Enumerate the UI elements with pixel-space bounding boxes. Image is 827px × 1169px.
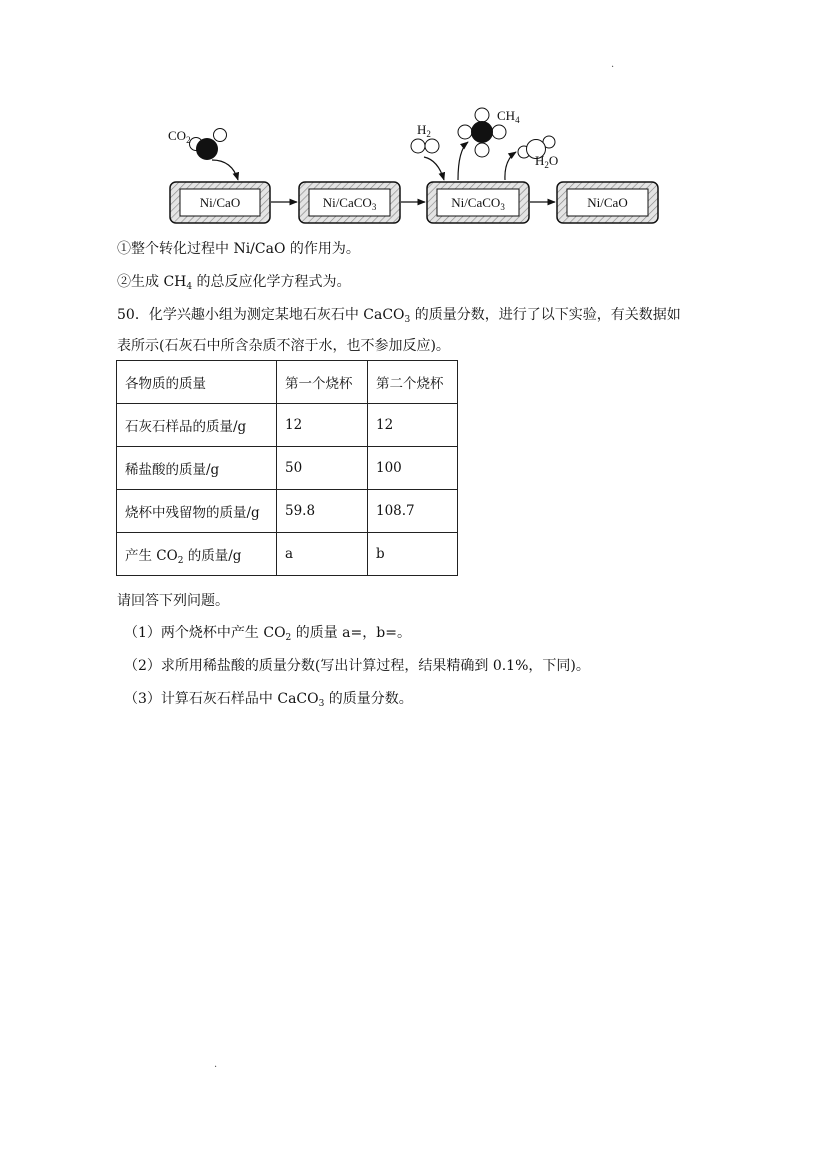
table-cell: b — [368, 533, 458, 576]
question-part-2: （2）求所用稀盐酸的质量分数(写出计算过程，结果精确到 0.1%，下同)。 — [124, 658, 590, 674]
question-50-line2: 表所示(石灰石中所含杂质不溶于水，也不参加反应)。 — [117, 338, 450, 354]
h2o-label: $H_2O$ — [535, 153, 559, 170]
table-header-cell: 第二个烧杯 — [368, 361, 458, 404]
question-part-1: （1）两个烧杯中产生 $CO_2$ 的质量 a=，b=。 — [124, 625, 411, 643]
co2-molecule-icon — [190, 129, 227, 161]
arrow-h2o-out — [505, 152, 516, 180]
box-label-2: Ni/CaCO$_3$ — [322, 195, 377, 212]
table-row — [117, 447, 458, 490]
reaction-diagram — [0, 0, 827, 235]
table-row — [117, 533, 458, 576]
table-header-cell: 各物质的质量 — [117, 361, 277, 404]
question-part-3: （3）计算石灰石样品中 CaCO$_3$ 的质量分数。 — [124, 691, 413, 709]
page-mark-top: · — [611, 62, 615, 73]
box-label-4: Ni/CaO — [587, 195, 628, 210]
table-cell: a — [277, 533, 368, 576]
box-label-1: Ni/CaO — [199, 195, 241, 210]
question-2-circled: ②生成 $CH_4$ 的总反应化学方程式为。 — [117, 274, 351, 292]
h2-molecule-icon — [411, 139, 439, 153]
table-cell-label: 产生 $CO_2$ 的质量/g — [117, 533, 277, 576]
arrow-h2-in — [424, 157, 444, 180]
table-cell: 12 — [277, 404, 368, 447]
table-row — [117, 404, 458, 447]
co2-label: $CO_2$ — [168, 128, 191, 145]
h2-label: $H_2$ — [417, 122, 431, 139]
table-cell: 12 — [368, 404, 458, 447]
table-header-cell: 第一个烧杯 — [277, 361, 368, 404]
arrow-ch4-out — [458, 142, 468, 180]
ch4-label: $CH_4$ — [497, 108, 520, 125]
table-cell-label: 烧杯中残留物的质量/g — [117, 490, 277, 533]
question-50-line1: 50．化学兴趣小组为测定某地石灰石中 CaCO$_3$ 的质量分数，进行了以下实验，有关数据如 — [117, 307, 681, 325]
table-header-row — [117, 361, 458, 404]
table-cell: 108.7 — [368, 490, 458, 533]
table-cell: 100 — [368, 447, 458, 490]
table-cell: 59.8 — [277, 490, 368, 533]
table-cell-label: 石灰石样品的质量/g — [117, 404, 277, 447]
page-mark-bottom: · — [214, 1062, 218, 1073]
questions-intro: 请回答下列问题。 — [117, 593, 229, 609]
table-cell: 50 — [277, 447, 368, 490]
question-1-circled: ①整个转化过程中 Ni/CaO 的作用为。 — [117, 241, 360, 257]
table-cell-label: 稀盐酸的质量/g — [117, 447, 277, 490]
box-label-3: Ni/CaCO$_3$ — [451, 195, 505, 212]
data-table — [116, 360, 458, 576]
arrow-co2-in — [212, 160, 238, 180]
table-row — [117, 490, 458, 533]
